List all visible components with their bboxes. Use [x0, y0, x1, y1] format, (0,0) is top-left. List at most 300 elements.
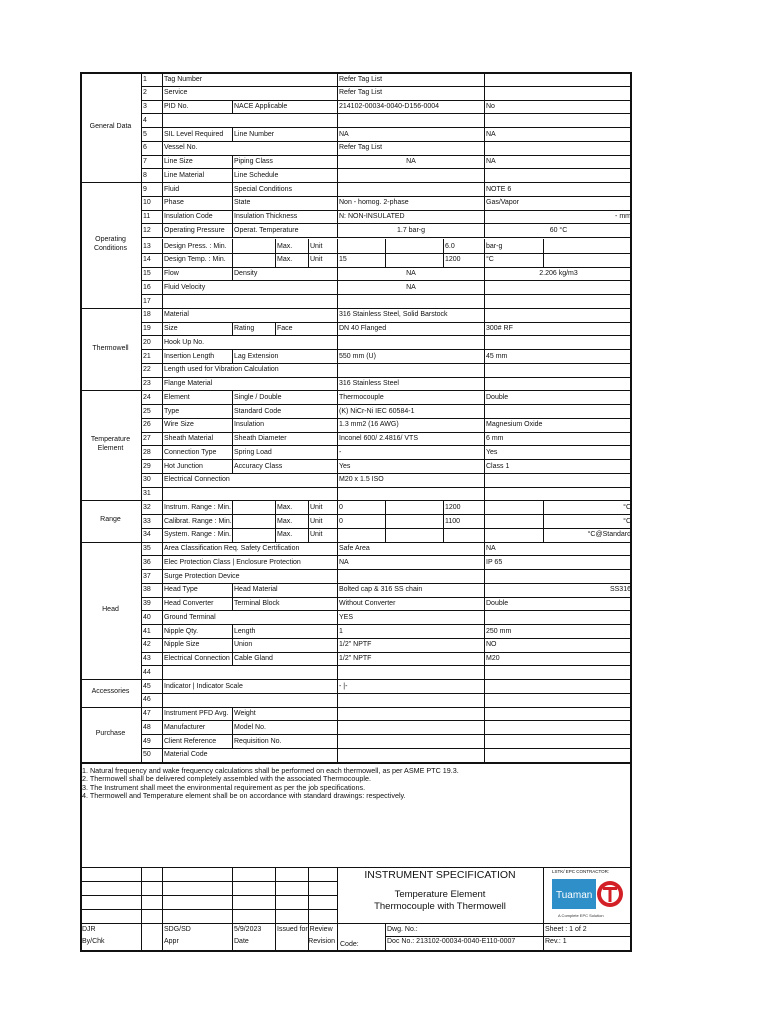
- row-divider: [141, 308, 632, 309]
- row-unit-label: Unit: [310, 503, 323, 511]
- row-value: 214102-00034-0040-D156-0004: [339, 103, 440, 110]
- col-divider: [484, 223, 485, 237]
- note-item: 2. Thermowell shall be delivered completely assembled with the associated Thermocouple.: [82, 774, 371, 784]
- col-divider: [385, 253, 386, 267]
- rev-col-line: [141, 867, 142, 952]
- col-divider: [484, 418, 485, 432]
- row-value-max: 1200: [445, 503, 461, 511]
- col-divider: [484, 390, 485, 404]
- row-number: 24: [143, 393, 151, 401]
- row-value-2: NA: [486, 545, 496, 552]
- row-divider: [141, 583, 632, 584]
- row-number: 20: [143, 338, 151, 346]
- col-divider: [232, 223, 233, 237]
- col-divider: [337, 500, 338, 514]
- row-number: 23: [143, 380, 151, 387]
- code-label: Code:: [340, 941, 359, 948]
- col-divider: [232, 445, 233, 459]
- col-divider: [162, 223, 163, 237]
- row-number: 25: [143, 407, 151, 415]
- col-divider: [337, 569, 338, 583]
- row-label: Sheath Material: [164, 435, 214, 442]
- row-sublabel: Lag Extension: [234, 352, 279, 360]
- col-divider: [232, 500, 233, 514]
- row-number: 40: [143, 613, 151, 621]
- row-number: 21: [143, 352, 151, 360]
- row-number: 14: [143, 256, 151, 264]
- logo-tagline: A Complete EPC Solution: [558, 913, 604, 918]
- row-label: Head Type: [164, 586, 198, 594]
- spec-title: INSTRUMENT SPECIFICATION: [364, 869, 516, 881]
- col-divider: [232, 583, 233, 597]
- col-divider: [337, 418, 338, 432]
- row-number: 1: [143, 75, 147, 83]
- col-divider: [232, 597, 233, 611]
- row-number: 18: [143, 311, 151, 319]
- col-divider: [232, 267, 233, 281]
- group-divider: [80, 308, 141, 309]
- col-divider: [232, 182, 233, 196]
- col-divider: [484, 363, 485, 377]
- row-value: NA: [406, 158, 416, 165]
- col-divider: [443, 239, 444, 253]
- hdr-by: By/Chk: [82, 938, 105, 945]
- col-divider: [275, 500, 276, 514]
- row-label: SIL Level Required: [164, 130, 224, 138]
- col-divider: [162, 707, 163, 721]
- row-value: Thermocouple: [339, 393, 384, 401]
- col-divider: [484, 432, 485, 446]
- row-divider: [141, 100, 632, 101]
- row-label: Element: [164, 393, 190, 401]
- col-divider: [484, 487, 485, 501]
- col-divider: [232, 624, 233, 638]
- col-divider: [484, 113, 485, 127]
- col-divider: [162, 86, 163, 100]
- col-divider: [162, 127, 163, 141]
- row-divider: [141, 294, 632, 295]
- row-label: Material: [164, 311, 189, 319]
- col-divider: [484, 335, 485, 349]
- row-value-2: °C: [623, 517, 631, 525]
- col-divider: [232, 100, 233, 114]
- col-divider: [337, 72, 338, 86]
- row-value-2: NOTE 6: [486, 185, 512, 193]
- row-divider: [141, 652, 632, 653]
- row-divider: [141, 377, 632, 378]
- col-divider: [162, 196, 163, 210]
- col-divider: [484, 349, 485, 363]
- col-divider: [232, 210, 233, 224]
- row-label: Flange Material: [164, 380, 213, 387]
- row-value: Refer Tag List: [339, 89, 383, 97]
- col-divider: [232, 734, 233, 748]
- row-label: Electrical Connection: [164, 655, 230, 662]
- row-number: 36: [143, 558, 151, 566]
- row-divider: [141, 473, 632, 474]
- row-value-2: 6 mm: [486, 435, 504, 442]
- row-unit-label: Unit: [310, 242, 323, 250]
- col-divider: [275, 322, 276, 336]
- row-value-2: 2.206 kg/m3: [539, 270, 578, 277]
- col-divider: [162, 748, 163, 762]
- row-value-max: 1100: [445, 517, 461, 525]
- col-divider: [162, 555, 163, 569]
- row-divider: [141, 528, 632, 529]
- row-sublabel: Requisition No.: [234, 737, 282, 745]
- row-value: 316 Stainless Steel, Solid Barstock: [339, 311, 448, 319]
- col-divider: [484, 734, 485, 748]
- row-divider: [141, 322, 632, 323]
- group-divider: [80, 390, 141, 391]
- col-divider: [484, 569, 485, 583]
- row-sublabel: Insulation: [234, 421, 264, 429]
- col-divider: [232, 127, 233, 141]
- row-number: 48: [143, 723, 151, 731]
- col-divider: [337, 168, 338, 182]
- row-divider: [141, 542, 632, 543]
- row-divider: [141, 707, 632, 708]
- col-divider: [337, 267, 338, 281]
- col-divider: [484, 322, 485, 336]
- group-label: Accessories: [91, 688, 130, 696]
- row-label: Fluid Velocity: [164, 283, 206, 291]
- row-value-2: Magnesium Oxide: [486, 421, 543, 429]
- row-label: Instrument PFD Avg.: [164, 710, 229, 717]
- row-number: 26: [143, 421, 151, 429]
- row-sublabel: Insulation Thickness: [234, 213, 298, 220]
- row-label: Head Converter: [164, 600, 214, 607]
- group-label: Head: [102, 605, 119, 613]
- col-divider: [337, 720, 338, 734]
- row-value: Refer Tag List: [339, 144, 383, 152]
- rev-row-line: [80, 881, 338, 882]
- col-divider: [337, 86, 338, 100]
- row-label: Length used for Vibration Calculation: [164, 366, 279, 374]
- col-divider: [337, 473, 338, 487]
- row-aux-label: Max.: [277, 503, 293, 511]
- row-value: Non - homog. 2-phase: [339, 199, 409, 207]
- row-label: Ground Terminal: [164, 613, 216, 621]
- row-divider: [141, 182, 632, 183]
- row-divider: [141, 223, 632, 224]
- group-label: Thermowell: [92, 344, 129, 352]
- col-divider: [484, 665, 485, 679]
- col-divider: [275, 239, 276, 253]
- row-label: Nipple Qty.: [164, 627, 199, 635]
- group-label: Operating Conditions: [93, 235, 128, 252]
- row-sublabel: NACE Applicable: [234, 103, 288, 110]
- row-divider: [141, 280, 632, 281]
- col-divider: [162, 294, 163, 308]
- col-divider: [308, 514, 309, 528]
- col-divider: [162, 459, 163, 473]
- row-number: 15: [143, 270, 151, 277]
- row-label: Nipple Size: [164, 641, 200, 649]
- col-divider: [162, 597, 163, 611]
- row-label: Connection Type: [164, 448, 217, 456]
- row-sublabel: Spring Load: [234, 448, 272, 456]
- col-divider: [337, 445, 338, 459]
- col-divider: [232, 720, 233, 734]
- row-sublabel: Accuracy Class: [234, 462, 283, 470]
- row-number: 34: [143, 531, 151, 539]
- row-divider: [141, 610, 632, 611]
- row-divider: [141, 363, 632, 364]
- col-divider: [232, 707, 233, 721]
- col-divider: [162, 141, 163, 155]
- row-number: 47: [143, 710, 151, 717]
- col-divider: [337, 127, 338, 141]
- col-divider: [162, 113, 163, 127]
- col-divider: [484, 86, 485, 100]
- row-sublabel: Head Material: [234, 586, 278, 594]
- col-divider: [337, 335, 338, 349]
- row-value-2: NO: [486, 641, 497, 649]
- rev-row-line: [80, 909, 338, 910]
- col-divider: [443, 253, 444, 267]
- row-divider: [141, 349, 632, 350]
- col-divider: [484, 445, 485, 459]
- col-divider: [308, 500, 309, 514]
- row-value-2: IP 65: [486, 558, 503, 566]
- col-divider: [232, 459, 233, 473]
- row-value-2: NA: [486, 158, 496, 165]
- rev-row-line: [80, 895, 338, 896]
- col-divider: [337, 528, 338, 542]
- row-label: Elec Protection Class | Enclosure Protection: [164, 558, 301, 566]
- row-unit-label: Unit: [310, 256, 323, 264]
- note-item: 1. Natural frequency and wake frequency calculations shall be performed on each thermowell, as per ASME PTC 19.3.: [82, 765, 459, 775]
- col-divider: [484, 638, 485, 652]
- rev-row-line: [80, 923, 338, 924]
- col-divider: [484, 720, 485, 734]
- row-sublabel: Piping Class: [234, 158, 273, 165]
- row-value-2: °C: [623, 503, 631, 511]
- col-divider: [337, 514, 338, 528]
- col-divider: [337, 610, 338, 624]
- col-divider: [162, 528, 163, 542]
- group-divider: [80, 707, 141, 708]
- col-divider: [484, 253, 485, 267]
- col-divider: [484, 294, 485, 308]
- row-label: Indicator | Indicator Scale: [164, 682, 243, 690]
- row-value: 0: [339, 503, 343, 511]
- col-divider: [232, 638, 233, 652]
- row-value-2: 300# RF: [486, 325, 513, 332]
- rev-date: 5/9/2023: [234, 926, 262, 933]
- row-sublabel: Operat. Temperature: [234, 226, 299, 234]
- row-aux-label: Max.: [277, 517, 293, 525]
- col-divider: [232, 418, 233, 432]
- row-divider: [141, 237, 632, 238]
- row-divider: [141, 597, 632, 598]
- row-label: Fluid: [164, 185, 180, 193]
- row-value: Inconel 600/ 2.4816/ VTS: [339, 435, 418, 442]
- col-divider: [484, 693, 485, 707]
- col-divider: [484, 377, 485, 391]
- col-divider: [162, 542, 163, 556]
- col-divider: [385, 514, 386, 528]
- row-value: (K) NiCr-Ni IEC 60584-1: [339, 407, 415, 415]
- row-divider: [141, 113, 632, 114]
- col-divider: [337, 100, 338, 114]
- row-aux-label: Max.: [277, 531, 293, 539]
- col-divider: [162, 239, 163, 253]
- row-number: 10: [143, 199, 151, 207]
- row-label: Design Press. : Min.: [164, 242, 227, 250]
- col-divider: [162, 322, 163, 336]
- col-divider: [162, 182, 163, 196]
- col-divider: [337, 652, 338, 666]
- col-divider: [337, 349, 338, 363]
- col-divider: [484, 280, 485, 294]
- row-value: 316 Stainless Steel: [339, 380, 399, 387]
- col-divider: [337, 665, 338, 679]
- col-divider: [232, 652, 233, 666]
- col-divider: [337, 239, 338, 253]
- col-divider: [337, 182, 338, 196]
- row-value-2: Yes: [486, 448, 498, 456]
- col-divider: [162, 665, 163, 679]
- row-label: Client Reference: [164, 737, 217, 745]
- group-label: Purchase: [95, 729, 126, 737]
- col-divider: [162, 445, 163, 459]
- col-divider: [484, 597, 485, 611]
- row-label: Hot Junction: [164, 462, 203, 470]
- col-divider: [232, 196, 233, 210]
- col-divider: [162, 72, 163, 86]
- row-number: 45: [143, 682, 151, 690]
- col-divider: [385, 528, 386, 542]
- col-divider: [232, 239, 233, 253]
- row-value: 1: [339, 627, 343, 635]
- row-sublabel: Standard Code: [234, 407, 282, 415]
- rev-desc: Issued for Review: [277, 926, 333, 933]
- row-divider: [141, 86, 632, 87]
- row-number: 41: [143, 627, 151, 635]
- dwg-no: Dwg. No.:: [387, 926, 418, 933]
- row-divider: [141, 638, 632, 639]
- col-divider: [162, 280, 163, 294]
- col-divider: [484, 707, 485, 721]
- row-label: Design Temp. : Min.: [164, 256, 226, 264]
- row-label: Operating Pressure: [164, 226, 225, 234]
- col-divider: [232, 253, 233, 267]
- col-divider: [484, 528, 485, 542]
- col-divider: [232, 404, 233, 418]
- row-label: Calibrat. Range : Min.: [164, 517, 232, 525]
- row-sublabel: Cable Gland: [234, 655, 273, 662]
- row-value: 1.7 bar-g: [396, 226, 426, 234]
- col-divider: [337, 377, 338, 391]
- row-number: 42: [143, 641, 151, 649]
- row-value: Bolted cap & 316 SS chain: [339, 586, 423, 594]
- spec-subtitle-2: Thermocouple with Thermowell: [374, 901, 506, 912]
- col-divider: [337, 679, 338, 693]
- col-divider: [162, 583, 163, 597]
- group-divider: [80, 679, 141, 680]
- row-value: 15: [339, 256, 347, 264]
- row-divider: [141, 734, 632, 735]
- col-divider: [337, 404, 338, 418]
- col-divider: [484, 182, 485, 196]
- row-number: 30: [143, 476, 151, 484]
- col-divider: [484, 267, 485, 281]
- sheet-no: Sheet : 1 of 2: [545, 926, 587, 933]
- col-divider: [162, 155, 163, 169]
- col-divider: [484, 459, 485, 473]
- row-value-2: Double: [486, 600, 509, 607]
- row-number: 22: [143, 366, 151, 374]
- hdr-date: Date: [234, 938, 249, 945]
- col-divider: [232, 349, 233, 363]
- row-label: Instrum. Range : Min.: [164, 503, 231, 511]
- row-value-2: Double: [486, 393, 509, 401]
- note-item: 4. Thermowell and Temperature element shall be on accordance with standard drawings: respectively.: [82, 791, 406, 801]
- row-number: 32: [143, 503, 151, 511]
- row-label: Size: [164, 325, 178, 332]
- row-value-2: NA: [486, 130, 496, 138]
- row-label: Line Material: [164, 171, 205, 179]
- row-value-2: °C@Standard: [587, 531, 631, 539]
- row-number: 44: [143, 668, 151, 676]
- row-number: 50: [143, 751, 151, 759]
- row-value-2: 60 °C: [549, 226, 568, 234]
- col-divider: [337, 253, 338, 267]
- col-divider: [162, 638, 163, 652]
- col-divider: [543, 514, 544, 528]
- col-divider: [162, 335, 163, 349]
- notes-top-line: [80, 763, 632, 764]
- row-value-2: Gas/Vapor: [486, 199, 519, 207]
- col-divider: [162, 679, 163, 693]
- col-divider: [308, 239, 309, 253]
- row-value: Yes: [339, 462, 351, 470]
- col-divider: [162, 404, 163, 418]
- row-number: 49: [143, 737, 151, 745]
- spec-sheet: [80, 72, 632, 952]
- row-value: -: [339, 448, 342, 456]
- col-divider: [543, 528, 544, 542]
- row-label: Hook Up No.: [164, 338, 205, 346]
- col-divider: [484, 239, 485, 253]
- col-divider: [162, 308, 163, 322]
- col-divider: [162, 210, 163, 224]
- col-divider: [484, 555, 485, 569]
- rev-no: Rev.: 1: [545, 938, 567, 945]
- col-divider: [337, 638, 338, 652]
- col-divider: [337, 459, 338, 473]
- group-label: General Data: [89, 122, 132, 130]
- row-number: 28: [143, 448, 151, 456]
- col-divider: [337, 322, 338, 336]
- row-label: Phase: [164, 199, 184, 207]
- col-divider: [337, 294, 338, 308]
- col-divider: [484, 127, 485, 141]
- row-divider: [141, 514, 632, 515]
- row-value: NA: [406, 283, 416, 291]
- row-number: 6: [143, 144, 147, 152]
- col-divider: [484, 100, 485, 114]
- hdr-appr: Appr: [164, 938, 179, 945]
- row-divider: [141, 569, 632, 570]
- col-divider: [162, 363, 163, 377]
- row-divider: [141, 418, 632, 419]
- row-value-2: No: [486, 103, 495, 110]
- row-sublabel: Terminal Block: [234, 600, 280, 607]
- col-divider: [443, 500, 444, 514]
